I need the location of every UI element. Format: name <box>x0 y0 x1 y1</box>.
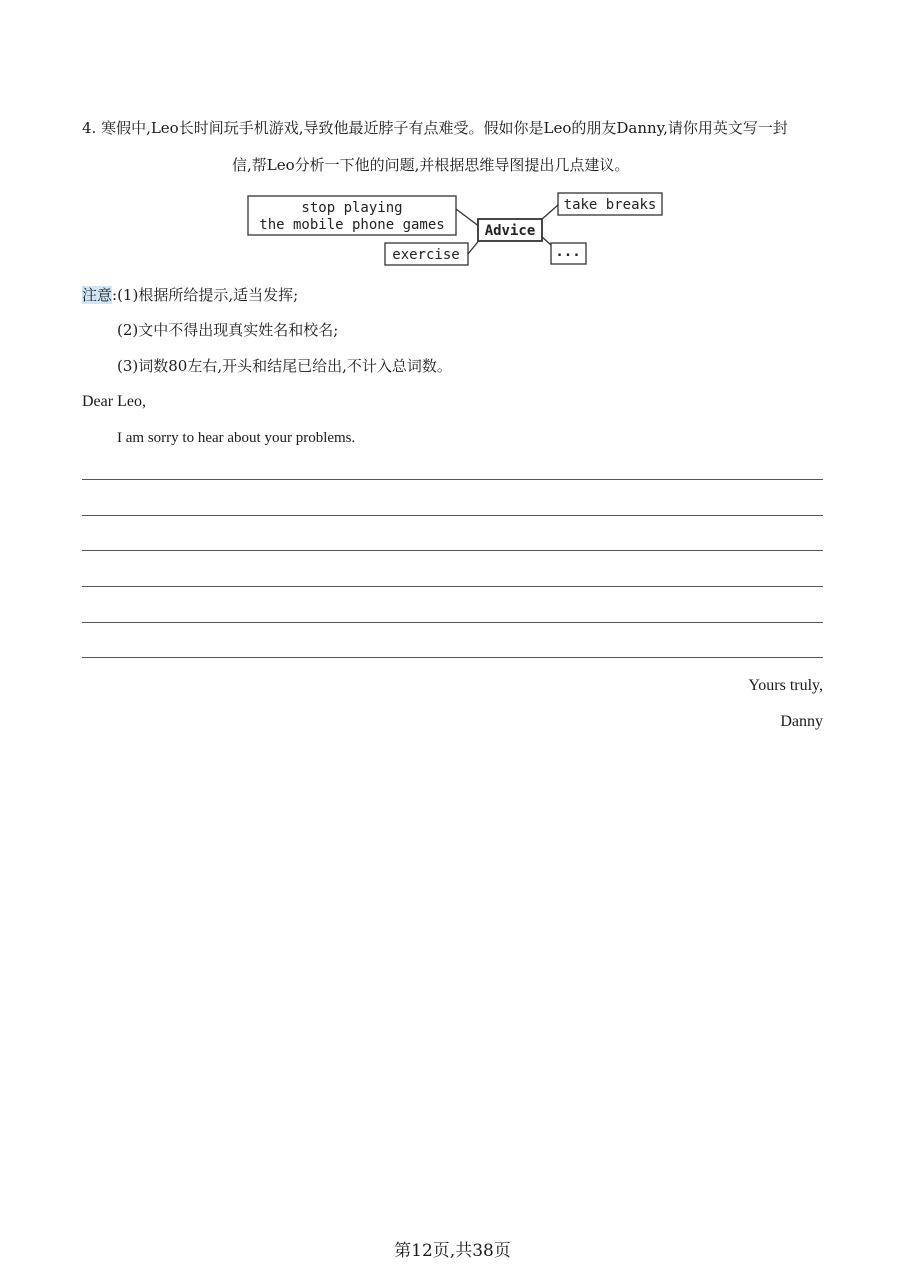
note-label: 注意 <box>82 286 113 304</box>
writing-line-2[interactable] <box>82 515 823 516</box>
note-item-3: (3)词数80左右,开头和结尾已给出,不计入总词数。 <box>117 357 452 375</box>
page-footer: 第12页,共38页 <box>394 1241 511 1261</box>
mind-map-node-take-breaks <box>558 193 662 215</box>
mind-map-node-advice <box>478 219 542 241</box>
mind-map-node-exercise <box>385 243 468 265</box>
writing-line-4[interactable] <box>82 586 823 587</box>
writing-line-6[interactable] <box>82 657 823 658</box>
writing-line-1[interactable] <box>82 479 823 480</box>
note-line-1 <box>82 285 298 305</box>
node-stop-line-1: stop playing <box>301 200 403 216</box>
node-advice-label: Advice <box>484 223 536 239</box>
node-stop-line-2: the mobile phone games <box>259 217 445 233</box>
letter-greeting: Dear Leo, <box>82 393 146 410</box>
note-item-2: (2)文中不得出现真实姓名和校名; <box>117 321 339 339</box>
node-exercise-label: exercise <box>392 247 460 263</box>
letter-signature: Danny <box>780 713 823 730</box>
node-breaks-label: take breaks <box>563 197 657 213</box>
mind-map-node-stop-playing <box>248 196 456 235</box>
node-more-label: ... <box>555 244 581 260</box>
question-line-2: 信,帮Leo分析一下他的问题,并根据思维导图提出几点建议。 <box>232 156 630 174</box>
letter-opening: I am sorry to hear about your problems. <box>117 430 356 446</box>
note-item-1: :(1)根据所给提示,适当发挥; <box>112 286 299 304</box>
mind-map-node-more <box>551 243 586 264</box>
letter-closing: Yours truly, <box>748 677 823 694</box>
writing-line-3[interactable] <box>82 550 823 551</box>
writing-line-5[interactable] <box>82 622 823 623</box>
mind-map <box>245 190 665 270</box>
question-line-1: 4. 寒假中,Leo长时间玩手机游戏,导致他最近脖子有点难受。假如你是Leo的朋友Danny,请你用英文写一封 <box>82 119 788 137</box>
